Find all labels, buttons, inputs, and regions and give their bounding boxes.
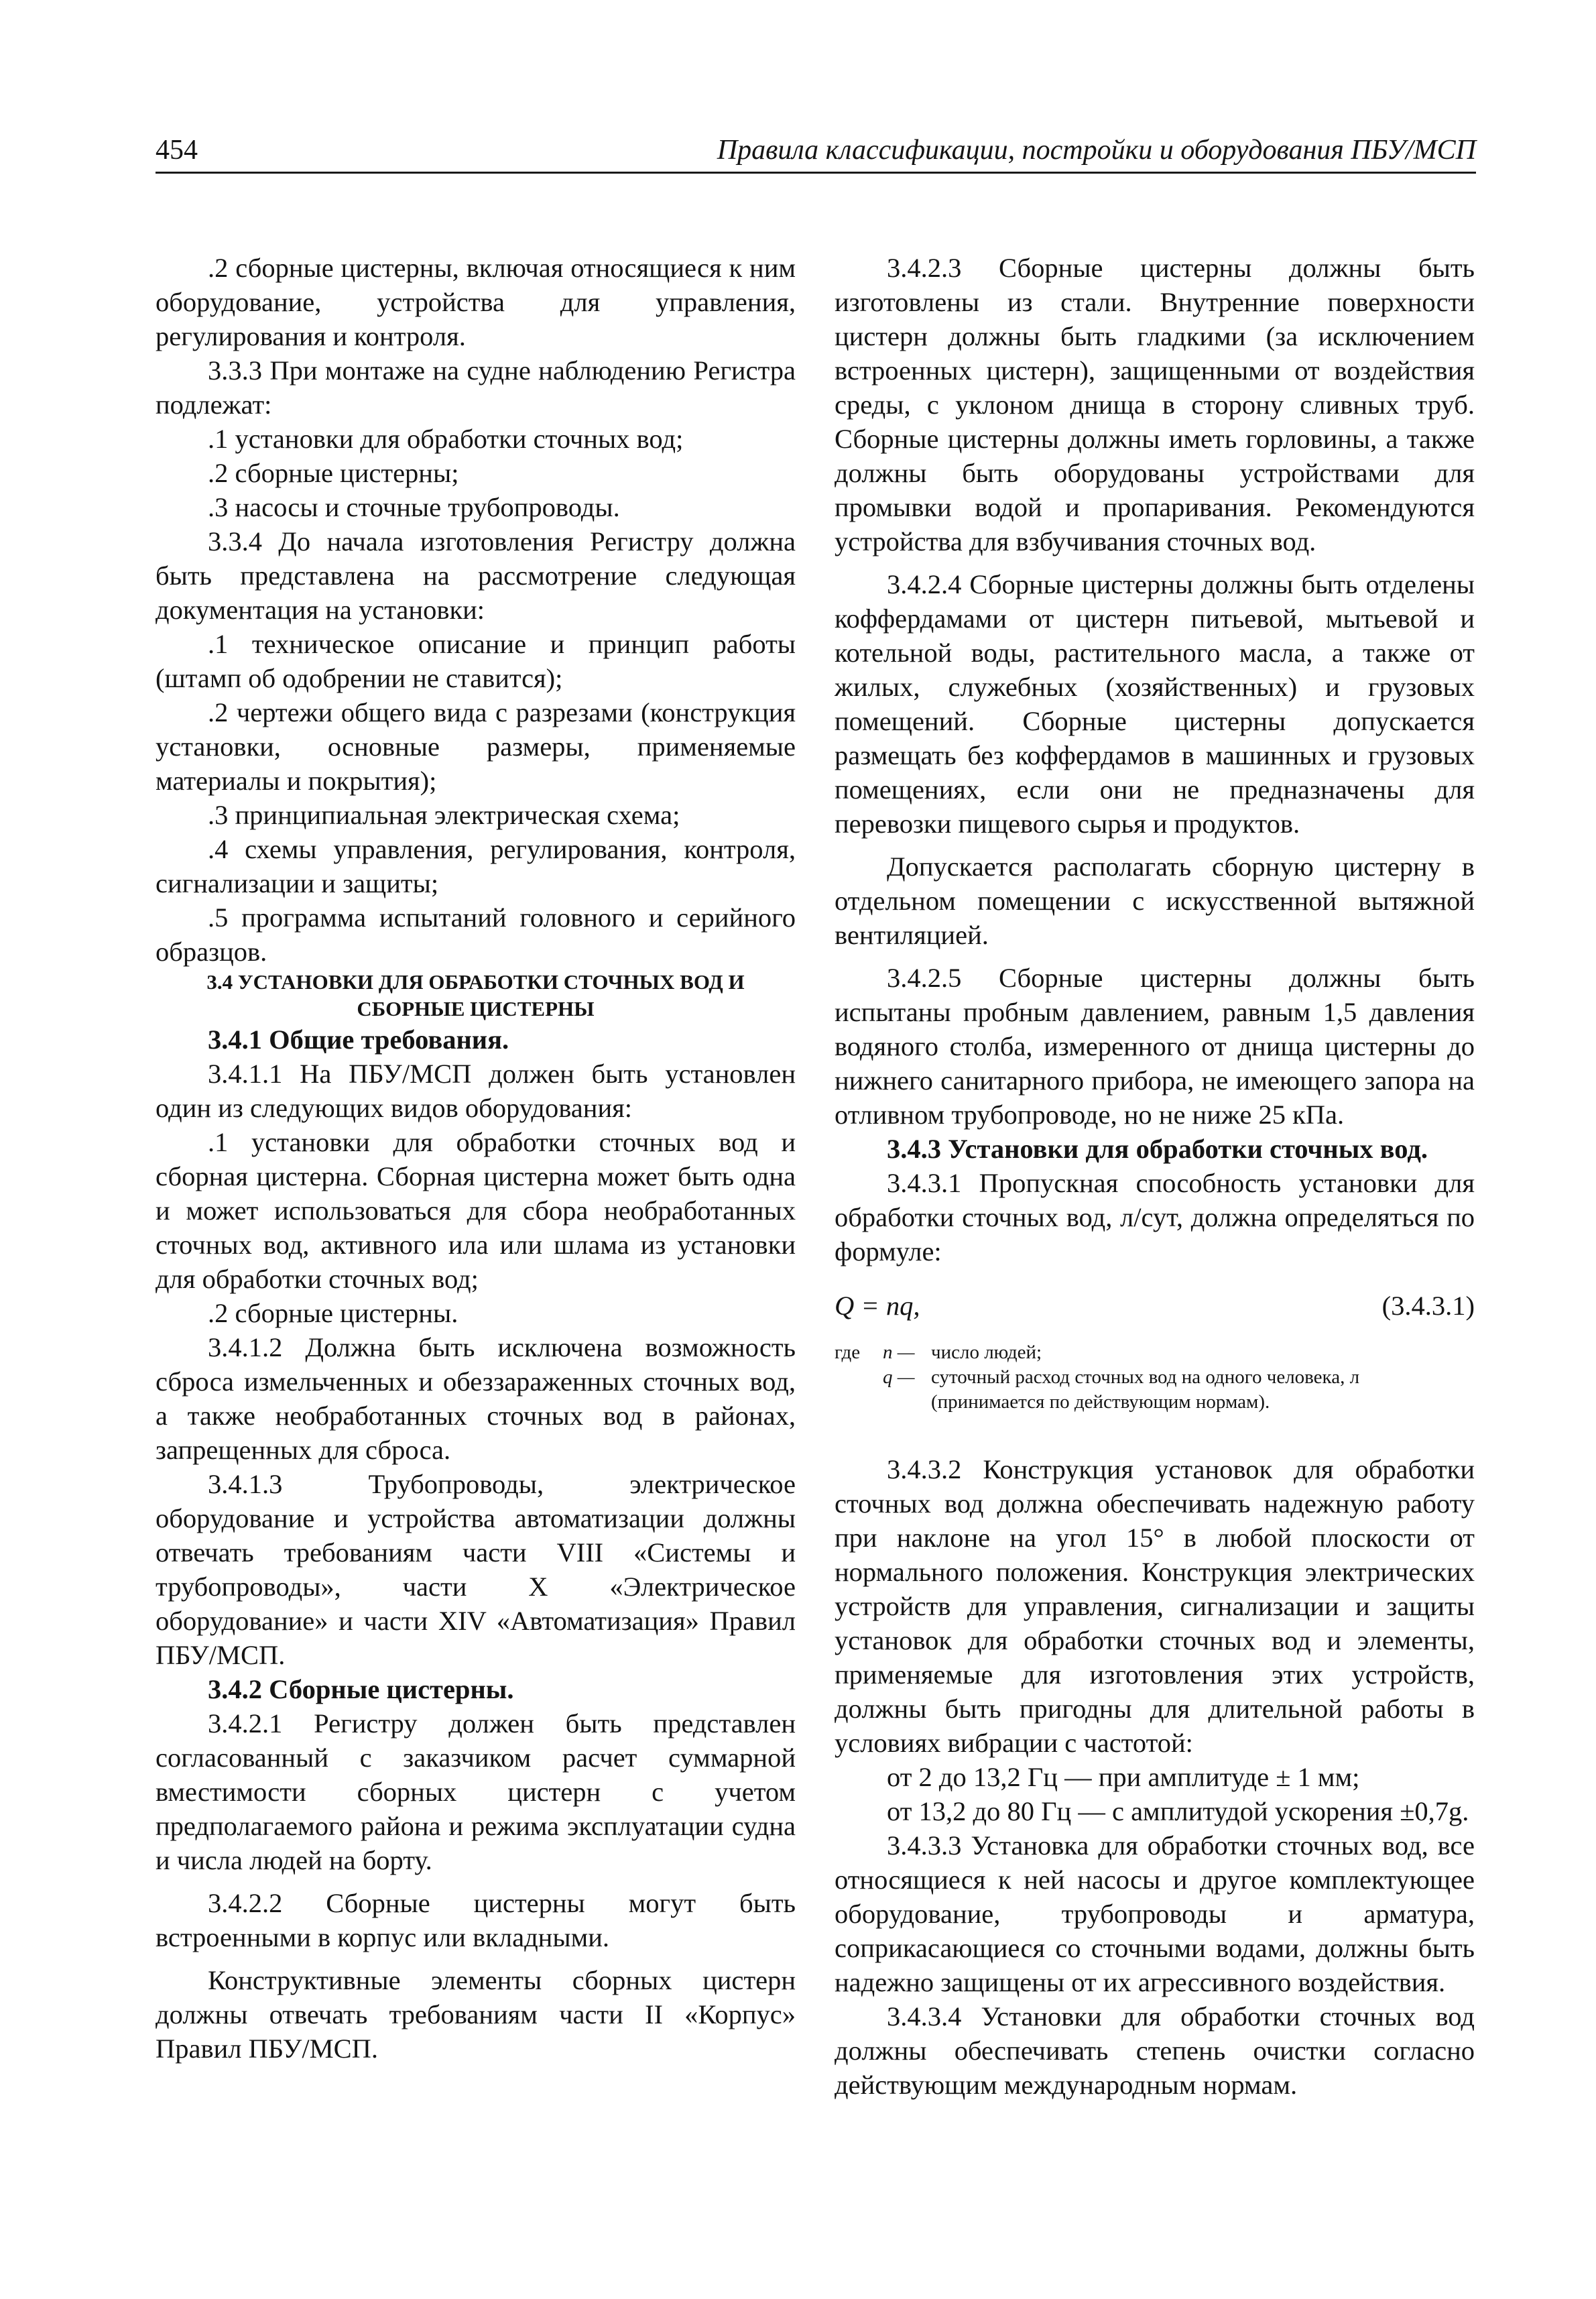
paragraph: 3.3.4 До начала изготовления Регистру должна быть представлена на рассмотрение следующая документация на установки:	[156, 526, 796, 625]
paragraph: Конструктивные элементы сборных цистерн должны отвечать требованиям части II «Корпус» Правил ПБУ/МСП.	[156, 1965, 796, 2064]
list-item: .1 техническое описание и принцип работы (штамп об одобрении не ставится);	[156, 629, 796, 693]
legend-row	[835, 1340, 1475, 1365]
legend-text: суточный расход сточных вод на одного человека, л (принимается по действующим нормам).	[931, 1366, 1360, 1413]
subsection-heading: 3.4.3 Установки для обработки сточных вод.	[887, 1134, 1428, 1164]
paragraph: .2 сборные цистерны, включая относящиеся к ним оборудование, устройства для управления, регулирования и контроля.	[156, 253, 796, 351]
paragraph: Допускается располагать сборную цистерну в отдельном помещении с искусственной вытяжной вентиляцией.	[835, 851, 1475, 950]
formula-expression: Q = nq,	[835, 1291, 920, 1321]
list-item: от 2 до 13,2 Гц — при амплитуде ± 1 мм;	[887, 1762, 1360, 1792]
formula	[835, 1289, 1475, 1323]
paragraph: 3.4.2.1 Регистру должен быть представлен согласованный с заказчиком расчет суммарной вместимости сборных цистерн с учетом предполагаемого района и режима эксплуатации судна и числа людей на борту.	[156, 1708, 796, 1875]
paragraph: 3.4.1.3 Трубопроводы, электрическое оборудование и устройства автоматизации должны отвечать требованиям части VIII «Системы и трубопроводы», части X «Электрическое оборудование» и части XIV «Автоматизация» Правил ПБУ/МСП.	[156, 1469, 796, 1670]
running-title: Правила классификации, постройки и оборудования ПБУ/МСП	[717, 135, 1476, 166]
formula-number: (3.4.3.1)	[1382, 1291, 1475, 1321]
legend-text: число людей;	[931, 1342, 1042, 1363]
list-item: .4 схемы управления, регулирования, контроля, сигнализации и защиты;	[156, 834, 796, 898]
paragraph: 3.4.3.2 Конструкция установок для обработки сточных вод должна обеспечивать надежную работу при наклоне на угол 15° в любой плоскости от нормального положения. Конструкция электрических устройств для управления, сигнализации и защиты установок для обработки сточных вод и элементы, применяемые для изготовления этих устройств, должны быть пригодны для длительной работы в условиях вибрации с частотой:	[835, 1454, 1475, 1758]
paragraph: 3.4.2.5 Сборные цистерны должны быть испытаны пробным давлением, равным 1,5 давления водяного столба, измеренного от днища цистерны до нижнего санитарного прибора, не имеющего запора на отливном трубопроводе, но не ниже 25 кПа.	[835, 963, 1475, 1130]
paragraph: 3.4.3.4 Установки для обработки сточных вод должны обеспечивать степень очистки согласно действующим международным нормам.	[835, 2001, 1475, 2100]
list-item: .2 сборные цистерны.	[208, 1298, 458, 1328]
legend-symbol: n —	[883, 1342, 915, 1363]
paragraph: 3.4.3.1 Пропускная способность установки для обработки сточных вод, л/сут, должна определяться по формуле:	[835, 1168, 1475, 1266]
paragraph: 3.4.1.2 Должна быть исключена возможность сброса измельченных и обеззараженных сточных вод, а также необработанных сточных вод в районах, запрещенных для сброса.	[156, 1332, 796, 1465]
legend-where: где	[835, 1342, 861, 1363]
paragraph: 3.4.2.2 Сборные цистерны могут быть встроенными в корпус или вкладными.	[156, 1888, 796, 1952]
page-number: 454	[156, 135, 198, 166]
formula-legend	[835, 1340, 1475, 1415]
left-column	[156, 251, 796, 2066]
subsection-heading: 3.4.2 Сборные цистерны.	[208, 1674, 514, 1704]
legend-symbol: q —	[883, 1366, 915, 1388]
page-header	[156, 131, 1476, 174]
list-item: .1 установки для обработки сточных вод;	[208, 424, 684, 454]
paragraph: 3.4.1.1 На ПБУ/МСП должен быть установлен один из следующих видов оборудования:	[156, 1059, 796, 1123]
right-column	[835, 251, 1475, 2102]
section-heading: 3.4 УСТАНОВКИ ДЛЯ ОБРАБОТКИ СТОЧНЫХ ВОД И СБОРНЫЕ ЦИСТЕРНЫ	[206, 970, 745, 1020]
list-item: от 13,2 до 80 Гц — с амплитудой ускорения ±0,7g.	[887, 1796, 1469, 1826]
list-item: .2 сборные цистерны;	[208, 458, 459, 488]
list-item: .5 программа испытаний головного и серийного образцов.	[156, 902, 796, 967]
legend-row	[835, 1365, 1475, 1415]
list-item: .2 чертежи общего вида с разрезами (конструкция установки, основные размеры, применяемые материалы и покрытия);	[156, 697, 796, 796]
subsection-heading: 3.4.1 Общие требования.	[208, 1024, 509, 1055]
paragraph: 3.3.3 При монтаже на судне наблюдению Регистра подлежат:	[156, 355, 796, 420]
paragraph: 3.4.3.3 Установка для обработки сточных вод, все относящиеся к ней насосы и другое комплектующее оборудование, трубопроводы и арматура, соприкасающиеся со сточными водами, должны быть надежно защищены от их агрессивного воздействия.	[835, 1830, 1475, 1997]
list-item: .1 установки для обработки сточных вод и сборная цистерна. Сборная цистерна может быть одна и может использоваться для сбора необработанных сточных вод, активного ила или шлама из установки для обработки сточных вод;	[156, 1127, 796, 1294]
paragraph: 3.4.2.3 Сборные цистерны должны быть изготовлены из стали. Внутренние поверхности цистерн должны быть гладкими (за исключением встроенных цистерн), защищенными от воздействия среды, с уклоном днища в сторону сливных труб. Сборные цистерны должны иметь горловины, а также должны быть оборудованы устройствами для промывки водой и пропаривания. Рекомендуются устройства для взбучивания сточных вод.	[835, 253, 1475, 556]
list-item: .3 принципиальная электрическая схема;	[208, 800, 680, 830]
list-item: .3 насосы и сточные трубопроводы.	[208, 492, 620, 522]
paragraph: 3.4.2.4 Сборные цистерны должны быть отделены коффердамами от цистерн питьевой, мытьевой и котельной воды, растительного масла, а также от жилых, служебных (хозяйственных) и грузовых помещений. Сборные цистерны допускается размещать без коффердамов в машинных и грузовых помещениях, если они не предназначены для перевозки пищевого сырья и продуктов.	[835, 569, 1475, 839]
